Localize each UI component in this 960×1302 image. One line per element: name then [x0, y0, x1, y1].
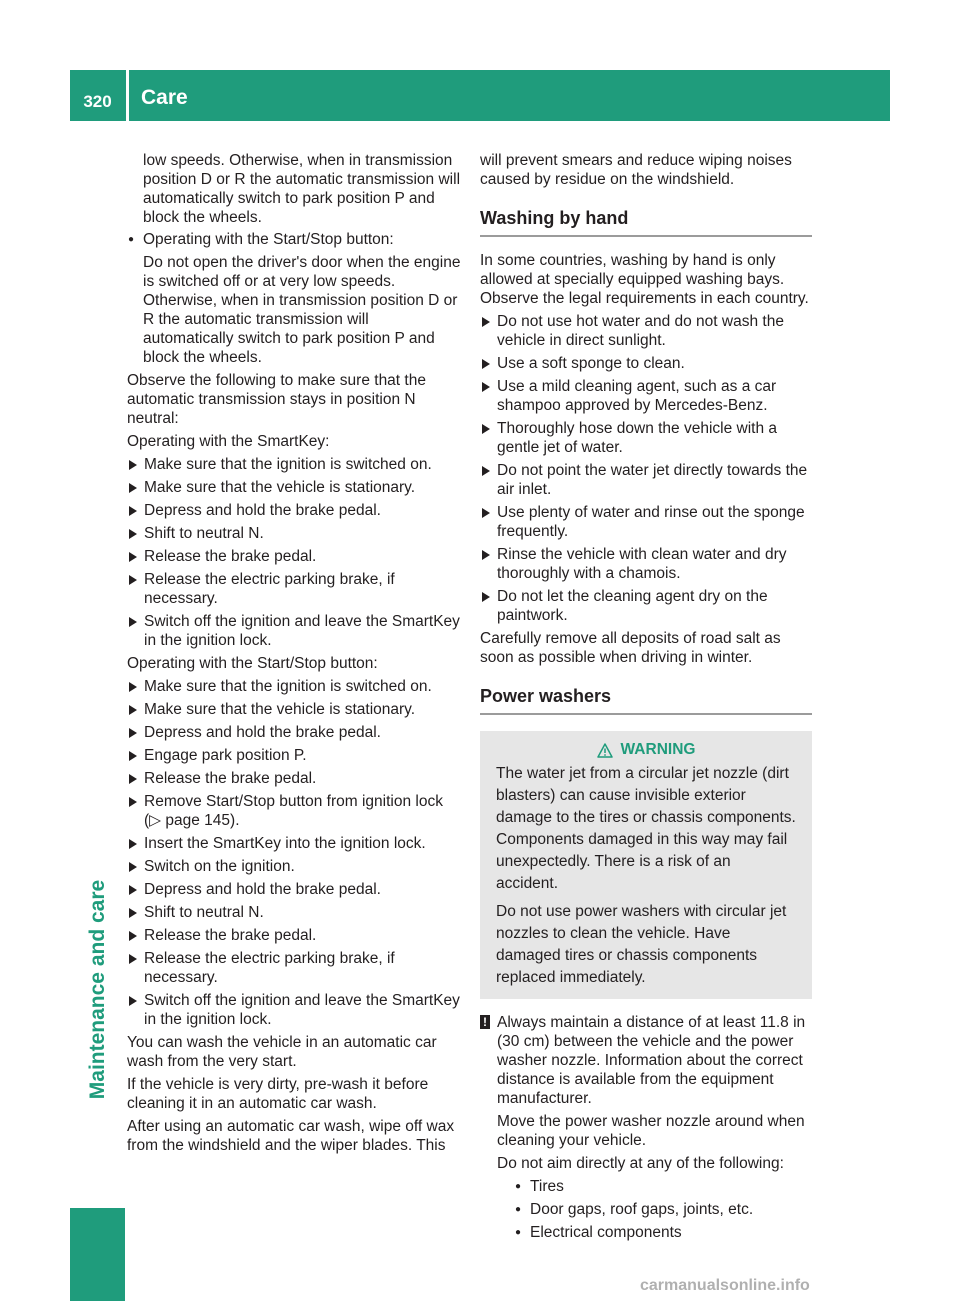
step-item: Rinse the vehicle with clean water and dry thoroughly with a chamois.	[480, 545, 812, 583]
step-item: Switch on the ignition.	[127, 857, 461, 876]
warning-text: The water jet from a circular jet nozzle (dirt blasters) can cause invisible exterior damage to the tires or chassis components. Components damaged in this way may fail unexpectedly. There is a risk of an accident.	[496, 765, 796, 892]
step-item: Depress and hold the brake pedal.	[127, 501, 461, 520]
warning-label: WARNING	[620, 741, 696, 758]
closing-paragraph: After using an automatic car wash, wipe off wax from the windshield and the wiper blades. This	[127, 1118, 455, 1154]
warning-box	[480, 731, 812, 999]
note-text: Move the power washer nozzle around when cleaning your vehicle.	[497, 1113, 805, 1149]
road-salt-text: Carefully remove all deposits of road salt as soon as possible when driving in winter.	[480, 630, 781, 666]
step-item: Do not use hot water and do not wash the vehicle in direct sunlight.	[480, 312, 812, 350]
step-item: Insert the SmartKey into the ignition lock.	[127, 834, 461, 853]
startstop-step-list	[127, 677, 461, 1029]
step-item: Release the brake pedal.	[127, 926, 461, 945]
step-item: Make sure that the ignition is switched on.	[127, 677, 461, 696]
warning-triangle-icon	[597, 743, 613, 758]
step-item: Make sure that the ignition is switched on.	[127, 455, 461, 474]
step-item: Release the electric parking brake, if necessary.	[127, 949, 461, 987]
step-item: Do not point the water jet directly towards the air inlet.	[480, 461, 812, 499]
step-item: Release the electric parking brake, if necessary.	[127, 570, 461, 608]
step-item: Use a soft sponge to clean.	[480, 354, 812, 373]
bullet-title: ● Operating with the Start/Stop button:	[143, 231, 394, 248]
step-item: Shift to neutral N.	[127, 524, 461, 543]
note-text: Do not aim directly at any of the following:	[497, 1155, 784, 1172]
bullet-body: Do not open the driver's door when the engine is switched off or at very low speeds. Otherwise, when in transmission position D or R the automatic transmission will automatically switch to park position P and block the wheels.	[143, 254, 461, 366]
header-divider	[126, 70, 129, 121]
bullet-item	[127, 230, 461, 367]
step-item: Make sure that the vehicle is stationary.	[127, 478, 461, 497]
step-item: Depress and hold the brake pedal.	[127, 723, 461, 742]
list-item: ● Door gaps, roof gaps, joints, etc.	[497, 1200, 812, 1219]
step-item: Use plenty of water and rinse out the sponge frequently.	[480, 503, 812, 541]
step-item: Make sure that the vehicle is stationary.	[127, 700, 461, 719]
step-item: Shift to neutral N.	[127, 903, 461, 922]
washing-by-hand-heading: Washing by hand	[480, 207, 812, 237]
washing-intro: In some countries, washing by hand is only allowed at specially equipped washing bays. Observe the legal requirements in each country.	[480, 252, 809, 307]
note-block	[480, 1013, 812, 1242]
page-header	[70, 70, 890, 121]
step-item: Depress and hold the brake pedal.	[127, 880, 461, 899]
startstop-heading: Operating with the Start/Stop button:	[127, 655, 378, 672]
note-bullet-list	[497, 1177, 812, 1242]
intro-continuation: low speeds. Otherwise, when in transmission position D or R the automatic transmission will automatically switch to park position P and block the wheels.	[143, 152, 461, 226]
warning-text: Do not use power washers with circular jet nozzles to clean the vehicle. Have damaged tires or chassis components replaced immediately.	[496, 903, 787, 986]
note-text: Always maintain a distance of at least 11.8 in (30 cm) between the vehicle and the power washer nozzle. Information about the correct distance is available from the equipment manufacturer.	[497, 1014, 806, 1107]
power-washers-heading: Power washers	[480, 685, 812, 715]
step-item: Use a mild cleaning agent, such as a car shampoo approved by Mercedes-Benz.	[480, 377, 812, 415]
watermark: carmanualsonline.info	[640, 1277, 810, 1294]
page-number: 320	[83, 92, 112, 111]
right-column	[480, 151, 812, 1242]
side-chapter-text: Maintenance and care	[86, 879, 110, 1099]
side-chapter-label	[68, 770, 128, 1208]
washing-step-list	[480, 312, 812, 625]
side-tab-marker	[70, 1208, 125, 1301]
warning-header	[496, 739, 796, 761]
section-title: Care	[141, 86, 188, 109]
closing-paragraph: If the vehicle is very dirty, pre-wash it before cleaning it in an automatic car wash.	[127, 1076, 429, 1112]
neutral-instruction: Observe the following to make sure that the automatic transmission stays in position N neutral:	[127, 372, 426, 427]
step-item: Thoroughly hose down the vehicle with a gentle jet of water.	[480, 419, 812, 457]
step-item: Switch off the ignition and leave the SmartKey in the ignition lock.	[127, 991, 461, 1029]
left-column	[127, 151, 461, 1155]
closing-paragraph: You can wash the vehicle in an automatic car wash from the very start.	[127, 1034, 437, 1070]
step-item-page-reference[interactable]: Remove Start/Stop button from ignition lock (▷ page 145).	[127, 792, 461, 830]
step-item: Engage park position P.	[127, 746, 461, 765]
continuation-text: will prevent smears and reduce wiping noises caused by residue on the windshield.	[480, 152, 792, 188]
step-item: Release the brake pedal.	[127, 547, 461, 566]
list-item: ● Tires	[497, 1177, 812, 1196]
step-item: Do not let the cleaning agent dry on the paintwork.	[480, 587, 812, 625]
step-item: Switch off the ignition and leave the SmartKey in the ignition lock.	[127, 612, 461, 650]
step-item: Release the brake pedal.	[127, 769, 461, 788]
list-item: ● Electrical components	[497, 1223, 812, 1242]
smartkey-heading: Operating with the SmartKey:	[127, 433, 330, 450]
smartkey-step-list	[127, 455, 461, 650]
exclamation-icon: !	[480, 1015, 490, 1029]
